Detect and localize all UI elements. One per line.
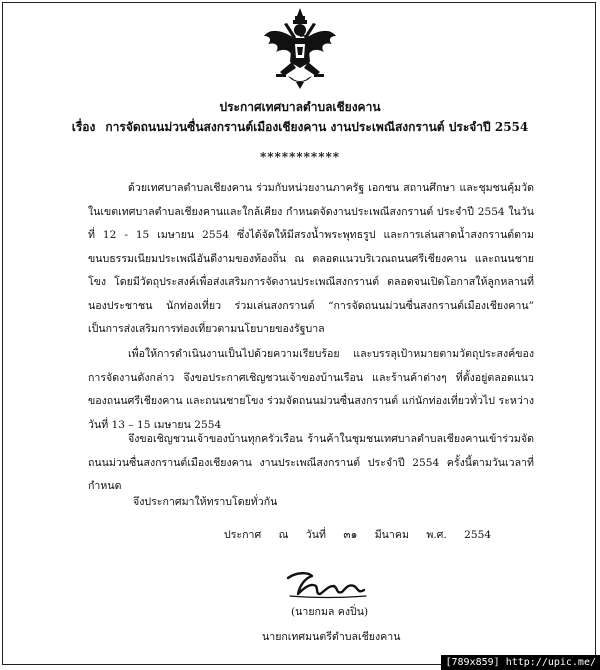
subject-text: การจัดถนนม่วนซื่นสงกรานต์เมืองเชียงคาน งานประเพณีสงกรานต์ ประจำปี 2554	[105, 120, 529, 134]
paragraph-2: เพื่อให้การดำเนินงานเป็นไปด้วยความเรียบร้อย และบรรลุเป้าหมายตามวัตถุประสงค์ของการจัดงานดังกล่าว จึงขอประกาศเชิญชวนเจ้าของบ้านเรือน และร้านค้าต่างๆ ที่ตั้งอยู่ตลอดแนวของถนนศรีเชียงคาน และถนนชายโขง ร่วมจัดถนนม่วนซื่นสงกรานต์ แก่นักท่องเที่ยวทั่วไป ระหว่างวันที่ 13 – 15 เมษายน 2554	[88, 348, 534, 431]
signer-position: นายกเทศมนตรีตำบลเชียงคาน	[262, 631, 401, 643]
signature	[282, 568, 372, 602]
document-subject	[0, 118, 600, 137]
date-at: ณ	[278, 529, 289, 541]
date-day-label: วันที่	[305, 529, 326, 541]
date-month: มีนาคม	[374, 529, 409, 541]
notification-line: จึงประกาศมาให้ทราบโดยทั่วกัน	[133, 496, 278, 508]
date-announced: ประกาศ	[224, 529, 262, 541]
document-heading: ประกาศเทศบาลตำบลเชียงคาน	[219, 100, 381, 114]
date-year: 2554	[464, 529, 492, 541]
signer-name: (นายกมล คงปิ่น)	[291, 606, 369, 618]
date-era: พ.ศ.	[426, 529, 447, 541]
date-line	[224, 526, 505, 543]
date-day: ๓๑	[343, 529, 358, 541]
subject-label: เรื่อง	[71, 120, 96, 134]
separator: ***********	[259, 150, 341, 164]
garuda-emblem-icon	[262, 6, 338, 90]
paragraph-1: ด้วยเทศบาลตำบลเชียงคาน ร่วมกับหน่วยงานภาครัฐ เอกชน สถานศึกษา และชุมชนคุ้มวัดในเขตเทศบาลตำบลเชียงคานและใกล้เคียง กำหนดจัดงานประเพณีสงกรานต์ ประจำปี 2554 ในวันที่ 12 - 15 เมษายน 2554 ซึ่งได้จัดให้มีสรงน้ำพระพุทธรูป และการเล่นสาดน้ำสงกรานต์ตามขนบธรรมเนียมประเพณีอันดีงามของท้องถิ่น ณ ตลอดแนวบริเวณถนนศรีเชียงคาน และถนนชายโขง โดยมีวัตถุประสงค์เพื่อส่งเสริมการจัดงานประเพณีสงกรานต์ ตลอดจนเปิดโอกาสให้ลูกหลานที่นองประชาชน นักท่องเที่ยว ร่วมเล่นสงกรานต์ “การจัดถนนม่วนซื่นสงกรานต์เมืองเชียงคาน” เป็นการส่งเสริมการท่องเที่ยวตามนโยบายของรัฐบาล	[88, 182, 534, 335]
watermark: [789x859] http://upic.me/	[441, 655, 600, 670]
paragraph-3: จึงขอเชิญชวนเจ้าของบ้านทุกครัวเรือน ร้านค้าในชุมชนเทศบาลตำบลเชียงคานเข้าร่วมจัดถนนม่วนซื่นสงกรานต์เมืองเชียงคาน งานประเพณีสงกรานต์ ประจำปี 2554 ครั้งนี้ตามวันเวลาที่กำหนด	[88, 433, 534, 492]
